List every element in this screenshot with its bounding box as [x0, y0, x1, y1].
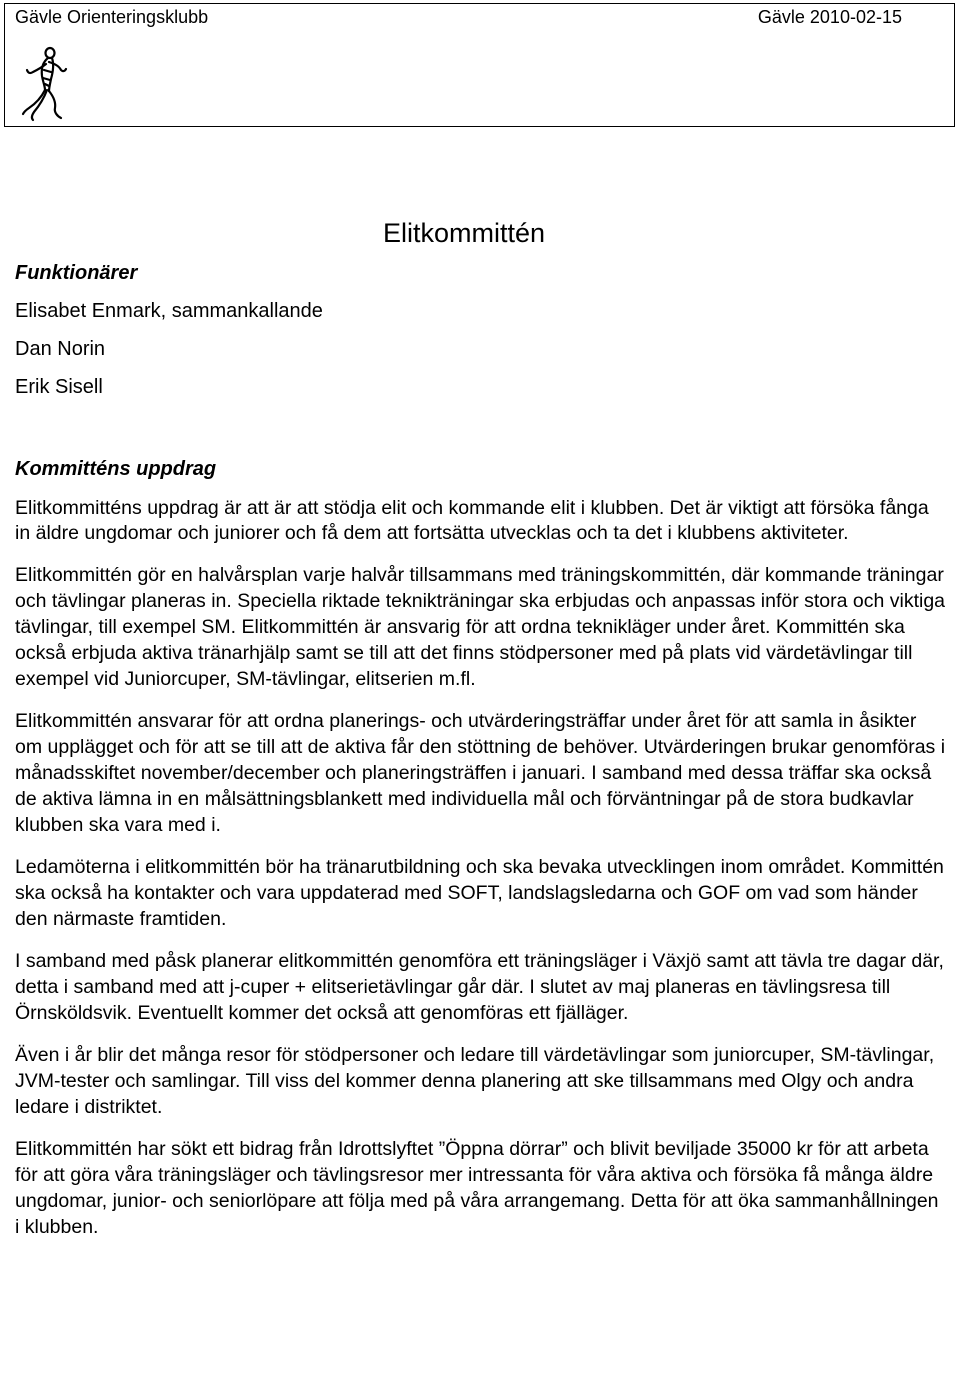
body-paragraph: I samband med påsk planerar elitkommittén genomföra ett träningsläger i Växjö samt att tävla tre dagar där, detta i samband med att j-cuper + elitserietävlingar går där. I slutet av maj planeras en tävlingsresa till Örnsköldsvik. Eventuellt kommer det också att genomföras ett fjälläger. [15, 950, 944, 1024]
member-item: Erik Sisell [15, 376, 103, 398]
uppdrag-heading: Kommitténs uppdrag [15, 458, 217, 480]
body-paragraph: Elitkommittén har sökt ett bidrag från Idrottslyftet ”Öppna dörrar” och blivit beviljade 35000 kr för att arbeta för att göra våra träningsläger och tävlingsresor mer intressanta för våra aktiva och försöka få många äldre ungdomar, junior- och seniorlöpare att följa med på våra arrangemang. Detta för att öka sammanhållningen i klubben. [15, 1138, 939, 1238]
body-paragraph: Elitkommittén ansvarar för att ordna planerings- och utvärderingsträffar under året för att samla in åsikter om upplägget och för att se till att de aktiva får den stöttning de behöver. Utvärderingen brukar genomföras i månadsskiftet november/december och planeringsträffen i januari. I samband med dessa träffar ska också de aktiva lämna in en målsättningsblankett med individuella mål och förväntningar på de stora budkavlar klubben ska vara med i. [15, 710, 946, 836]
member-item: Elisabet Enmark, sammankallande [15, 300, 323, 322]
body-paragraph: Elitkommitténs uppdrag är att är att stödja elit och kommande elit i klubben. Det är viktigt att försöka fånga in äldre ungdomar och juniorer och få dem att fortsätta utvecklas och ta det i klubbens aktiviteter. [15, 497, 929, 544]
organization-name: Gävle Orienteringsklubb [15, 7, 209, 27]
document-title: Elitkommittén [383, 218, 546, 248]
funktionarer-heading: Funktionärer [15, 262, 138, 284]
body-text [15, 496, 947, 1256]
body-paragraph: Elitkommittén gör en halvårsplan varje halvår tillsammans med träningskommittén, där kommande träningar och tävlingar planeras in. Speciella riktade teknikträningar ska erbjudas och anpassas inför stora och viktiga tävlingar, till exempel SM. Elitkommittén är ansvarig för att ordna teknikläger under året. Kommittén ska också erbjuda aktiva tränarhjälp samt se till att det finns stödpersoner med på plats vid värdetävlingar till exempel vid Juniorcuper, SM-tävlingar, elitserien m.fl. [15, 564, 946, 690]
body-paragraph: Även i år blir det många resor för stödpersoner och ledare till värdetävlingar som juniorcuper, SM-tävlingar, JVM-tester och samlingar. Till viss del kommer denna planering att ske tillsammans med Olgy och andra ledare i distriktet. [15, 1044, 935, 1118]
body-paragraph: Ledamöterna i elitkommittén bör ha tränarutbildning och ska bevaka utvecklingen inom området. Kommittén ska också ha kontakter och vara uppdaterad med SOFT, landslagsledarna och GOF om vad som händer den närmaste framtiden. [15, 856, 944, 930]
runner-logo-icon [21, 46, 71, 122]
member-item: Dan Norin [15, 338, 106, 360]
member-list [15, 300, 323, 414]
header-date: Gävle 2010-02-15 [757, 7, 902, 27]
